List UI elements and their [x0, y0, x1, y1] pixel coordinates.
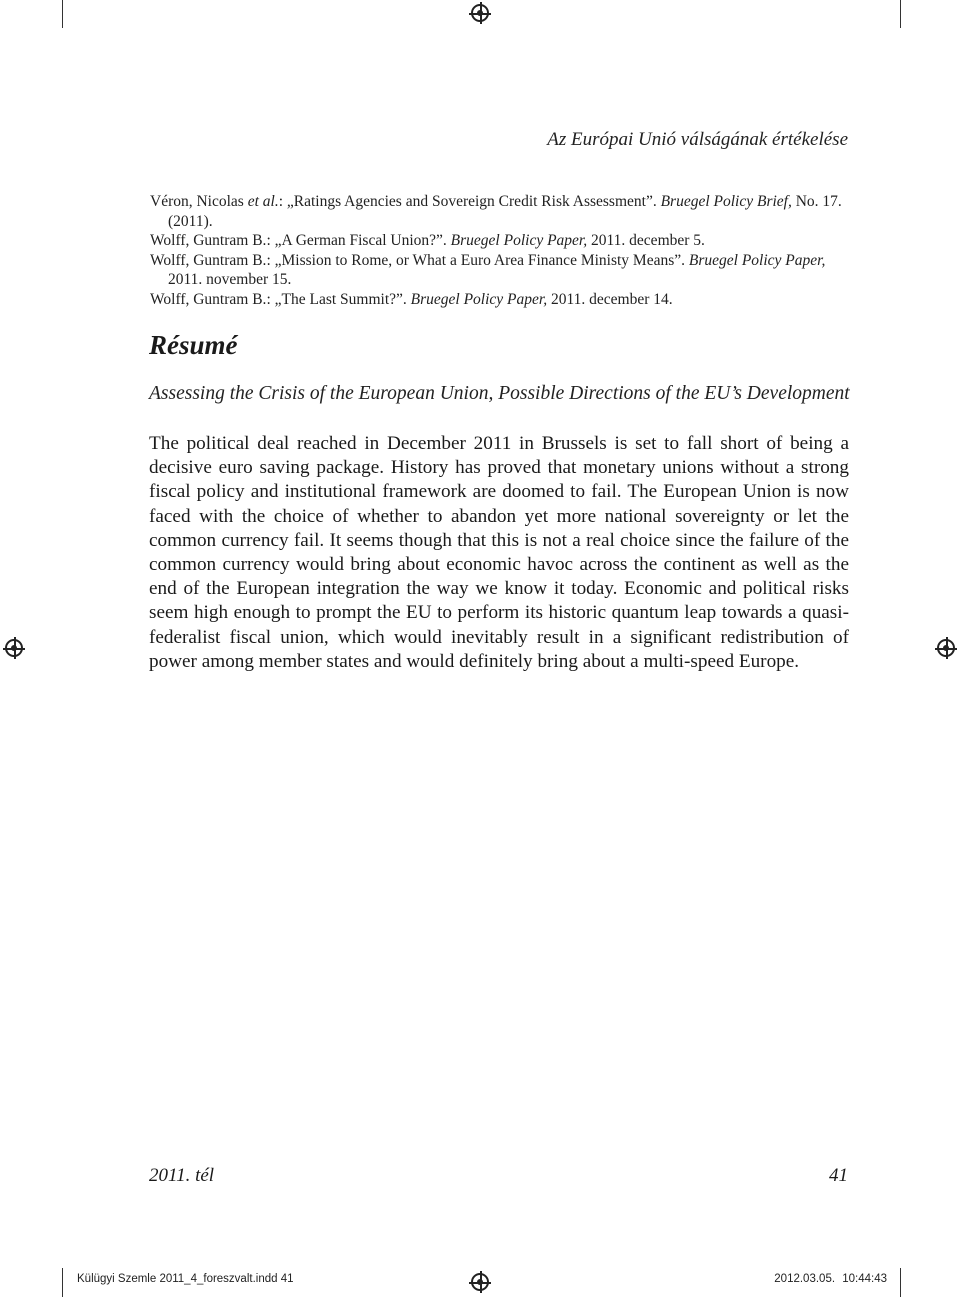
slug-timestamp: 2012.03.05. 10:44:43: [774, 1273, 887, 1285]
slug-filename: Külügyi Szemle 2011_4_foreszvalt.indd 41: [77, 1273, 294, 1285]
crop-mark-top-right: [900, 0, 901, 28]
reference-entry: Wolff, Guntram B.: „Mission to Rome, or What a Euro Area Finance Ministy Means”. Bruegel Policy Paper, 2011. november 15.: [150, 251, 826, 288]
reference-entry: Véron, Nicolas et al.: „Ratings Agencies and Sovereign Credit Risk Assessment”. Bruegel Policy Brief, No. 17. (2011).: [150, 193, 842, 230]
section-heading: Résumé: [149, 330, 238, 360]
reference-list: [150, 192, 860, 309]
crop-mark-bottom-right: [900, 1268, 901, 1297]
registration-mark-icon: [471, 4, 489, 22]
registration-mark-icon: [937, 639, 955, 657]
registration-mark-icon: [5, 639, 23, 657]
issue-label: 2011. tél: [149, 1165, 215, 1186]
section-subtitle: Assessing the Crisis of the European Union, Possible Directions of the EU’s Development: [149, 383, 850, 404]
crop-mark-bottom-left: [62, 1268, 63, 1297]
abstract-paragraph: The political deal reached in December 2011 in Brussels is set to fall short of being a decisive euro saving package. History has proved that monetary unions without a strong fiscal policy and institutional framework are doomed to fail. The European Union is now faced with the choice of whether to abandon yet more national sovereignty or let the common currency fail. It seems though that this is not a real choice since the failure of the common currency would bring about economic havoc across the continent as well as the end of the European integration the way we know it today. Economic and political risks seem high enough to prompt the EU to perform its historic quantum leap towards a quasi-federalist fiscal union, which would inevitably result in a significant redistribution of power among member states and would definitely bring about a multi-speed Europe.: [149, 433, 849, 672]
registration-mark-icon: [471, 1273, 489, 1291]
running-title: Az Európai Unió válságának értékelése: [547, 129, 848, 150]
reference-entry: Wolff, Guntram B.: „The Last Summit?”. Bruegel Policy Paper, 2011. december 14.: [150, 290, 673, 308]
reference-entry: Wolff, Guntram B.: „A German Fiscal Union?”. Bruegel Policy Paper, 2011. december 5.: [150, 232, 705, 249]
page-number: 41: [829, 1165, 848, 1186]
crop-mark-top-left: [62, 0, 63, 28]
